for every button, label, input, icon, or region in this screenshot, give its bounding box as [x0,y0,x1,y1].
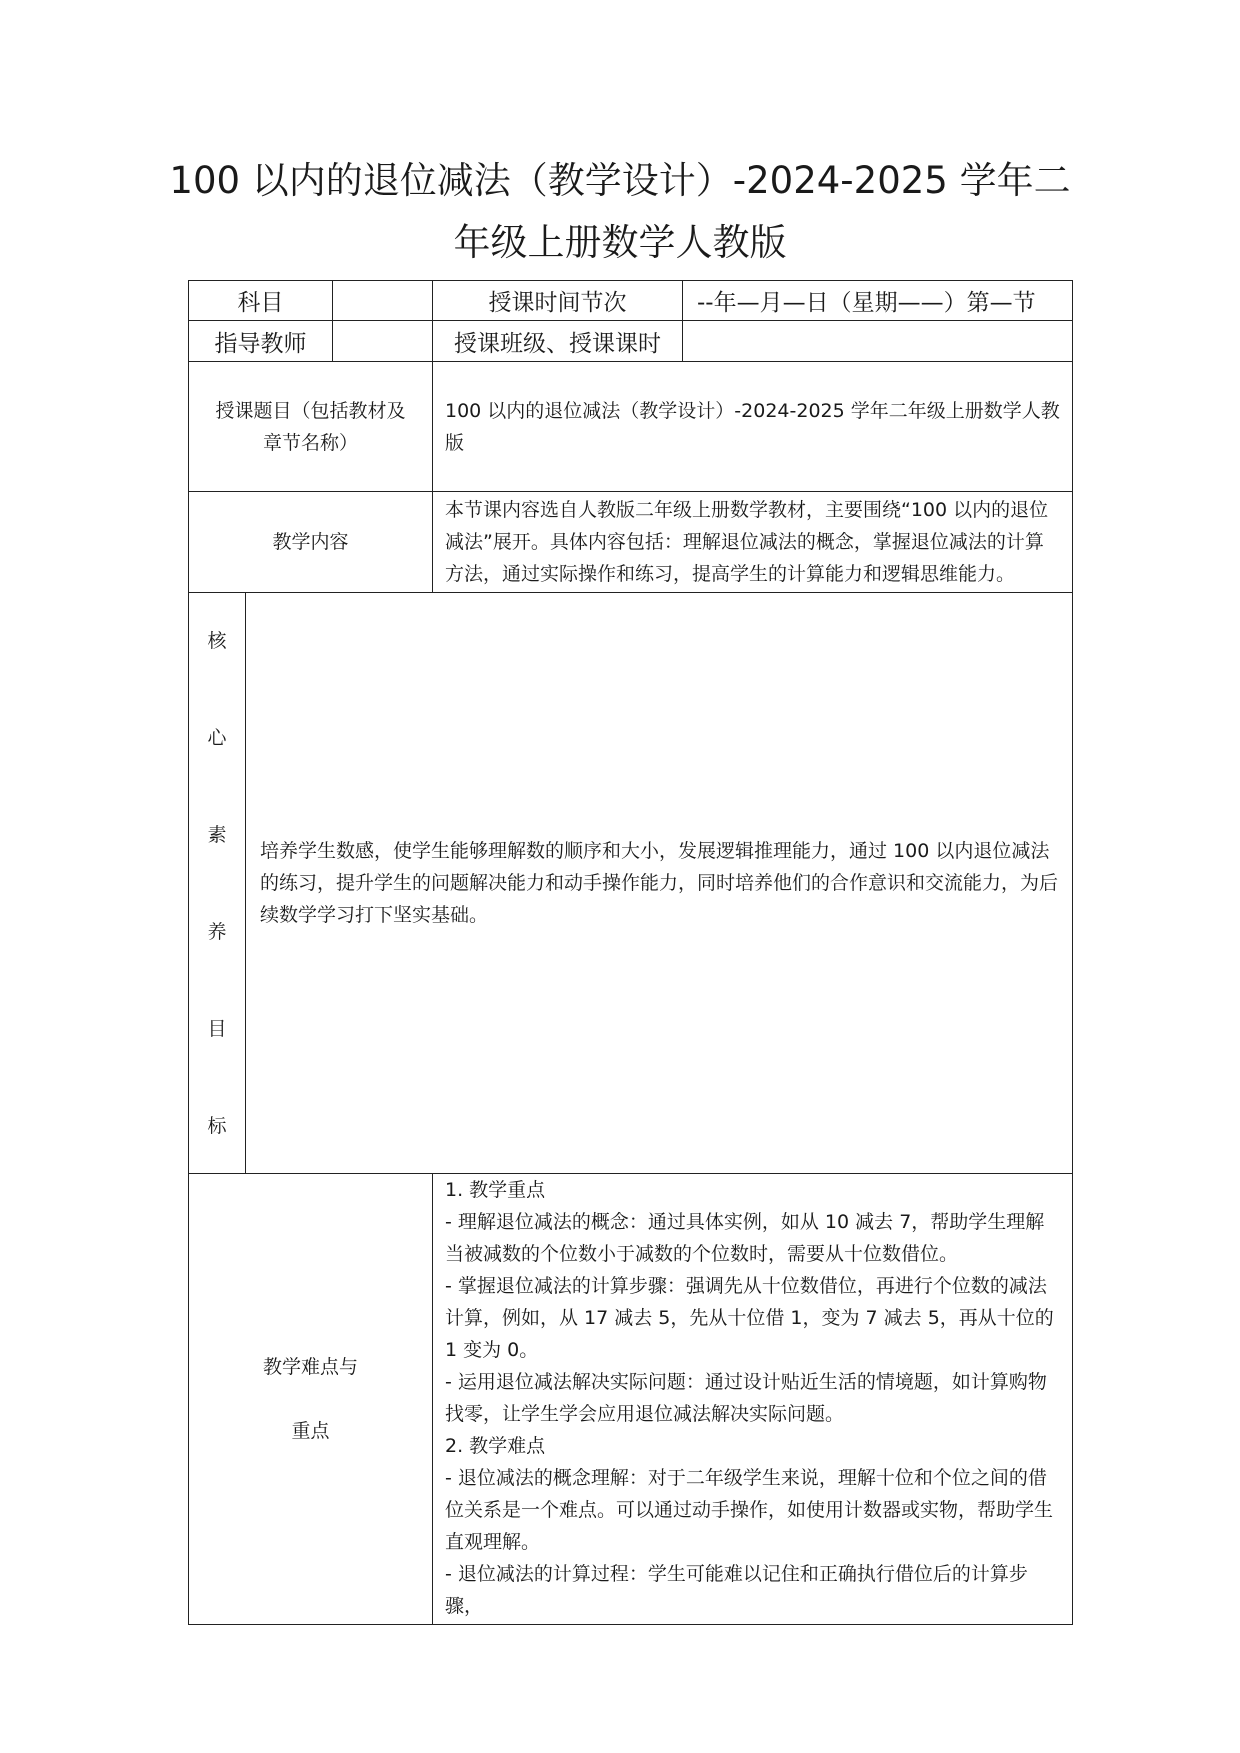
topic-value: 100 以内的退位减法（教学设计）-2024-2025 学年二年级上册数学人教版 [433,362,1073,492]
content-value: 本节课内容选自人教版二年级上册数学教材，主要围绕“100 以内的退位减法”展开。具体内容包括：理解退位减法的概念，掌握退位减法的计算方法，通过实际操作和练习，提高学生的计算能力和逻辑思维能力。 [433,492,1073,593]
table-row [189,593,1073,1174]
table-row [189,362,1073,492]
table-row [189,281,1073,321]
subject-value [333,281,433,321]
class-value [683,321,1073,362]
core-label-char: 心 [207,727,227,749]
core-label-char: 素 [207,824,227,846]
core-row [189,593,1073,1174]
key-label-line-1: 教学难点与 [262,1356,358,1378]
table-row [189,1174,1073,1625]
key-item: 2. 教学难点 [445,1435,546,1457]
core-value: 培养学生数感，使学生能够理解数的顺序和大小，发展逻辑推理能力，通过 100 以内退位减法的练习，提升学生的问题解决能力和动手操作能力，同时培养他们的合作意识和交流能力，为后续数学学习打下坚实基础。 [260,840,1059,926]
table-row [189,492,1073,593]
core-label-char: 养 [207,921,227,943]
key-item: - 退位减法的计算过程：学生可能难以记住和正确执行借位后的计算步骤， [445,1563,1028,1617]
lesson-plan-table [188,280,1073,1625]
class-label: 授课班级、授课课时 [433,321,683,362]
key-item: - 退位减法的概念理解：对于二年级学生来说，理解十位和个位之间的借位关系是一个难点。可以通过动手操作，如使用计数器或实物，帮助学生直观理解。 [445,1467,1054,1553]
key-label [189,1174,433,1625]
core-label-char: 目 [207,1018,227,1040]
teacher-value [333,321,433,362]
title-line-1: 100 以内的退位减法（教学设计）-2024-2025 学年二 [169,159,1071,202]
document-title [150,150,1090,274]
key-value [433,1174,1073,1625]
content-label: 教学内容 [189,492,433,593]
key-item: - 运用退位减法解决实际问题：通过设计贴近生活的情境题，如计算购物找零，让学生学会应用退位减法解决实际问题。 [445,1371,1047,1425]
key-item: 1. 教学重点 [445,1179,546,1201]
core-label-char: 标 [207,1115,227,1137]
table-row [189,321,1073,362]
key-label-line-2: 重点 [291,1420,330,1442]
key-item: - 理解退位减法的概念：通过具体实例，如从 10 减去 7，帮助学生理解当被减数的个位数小于减数的个位数时，需要从十位数借位。 [445,1211,1045,1265]
topic-label: 授课题目（包括教材及章节名称） [189,362,433,492]
teacher-label: 指导教师 [189,321,333,362]
core-label [189,593,246,1173]
key-item: - 掌握退位减法的计算步骤：强调先从十位数借位，再进行个位数的减法计算，例如，从 17 减去 5，先从十位借 1，变为 7 减去 5，再从十位的 1 变为 0。 [445,1275,1054,1361]
core-value-wrap [246,593,1072,1173]
core-label-char: 核 [207,630,227,652]
subject-label: 科目 [189,281,333,321]
time-value: --年—月—日（星期——）第—节 [683,281,1073,321]
title-line-2: 年级上册数学人教版 [453,221,787,264]
time-label: 授课时间节次 [433,281,683,321]
